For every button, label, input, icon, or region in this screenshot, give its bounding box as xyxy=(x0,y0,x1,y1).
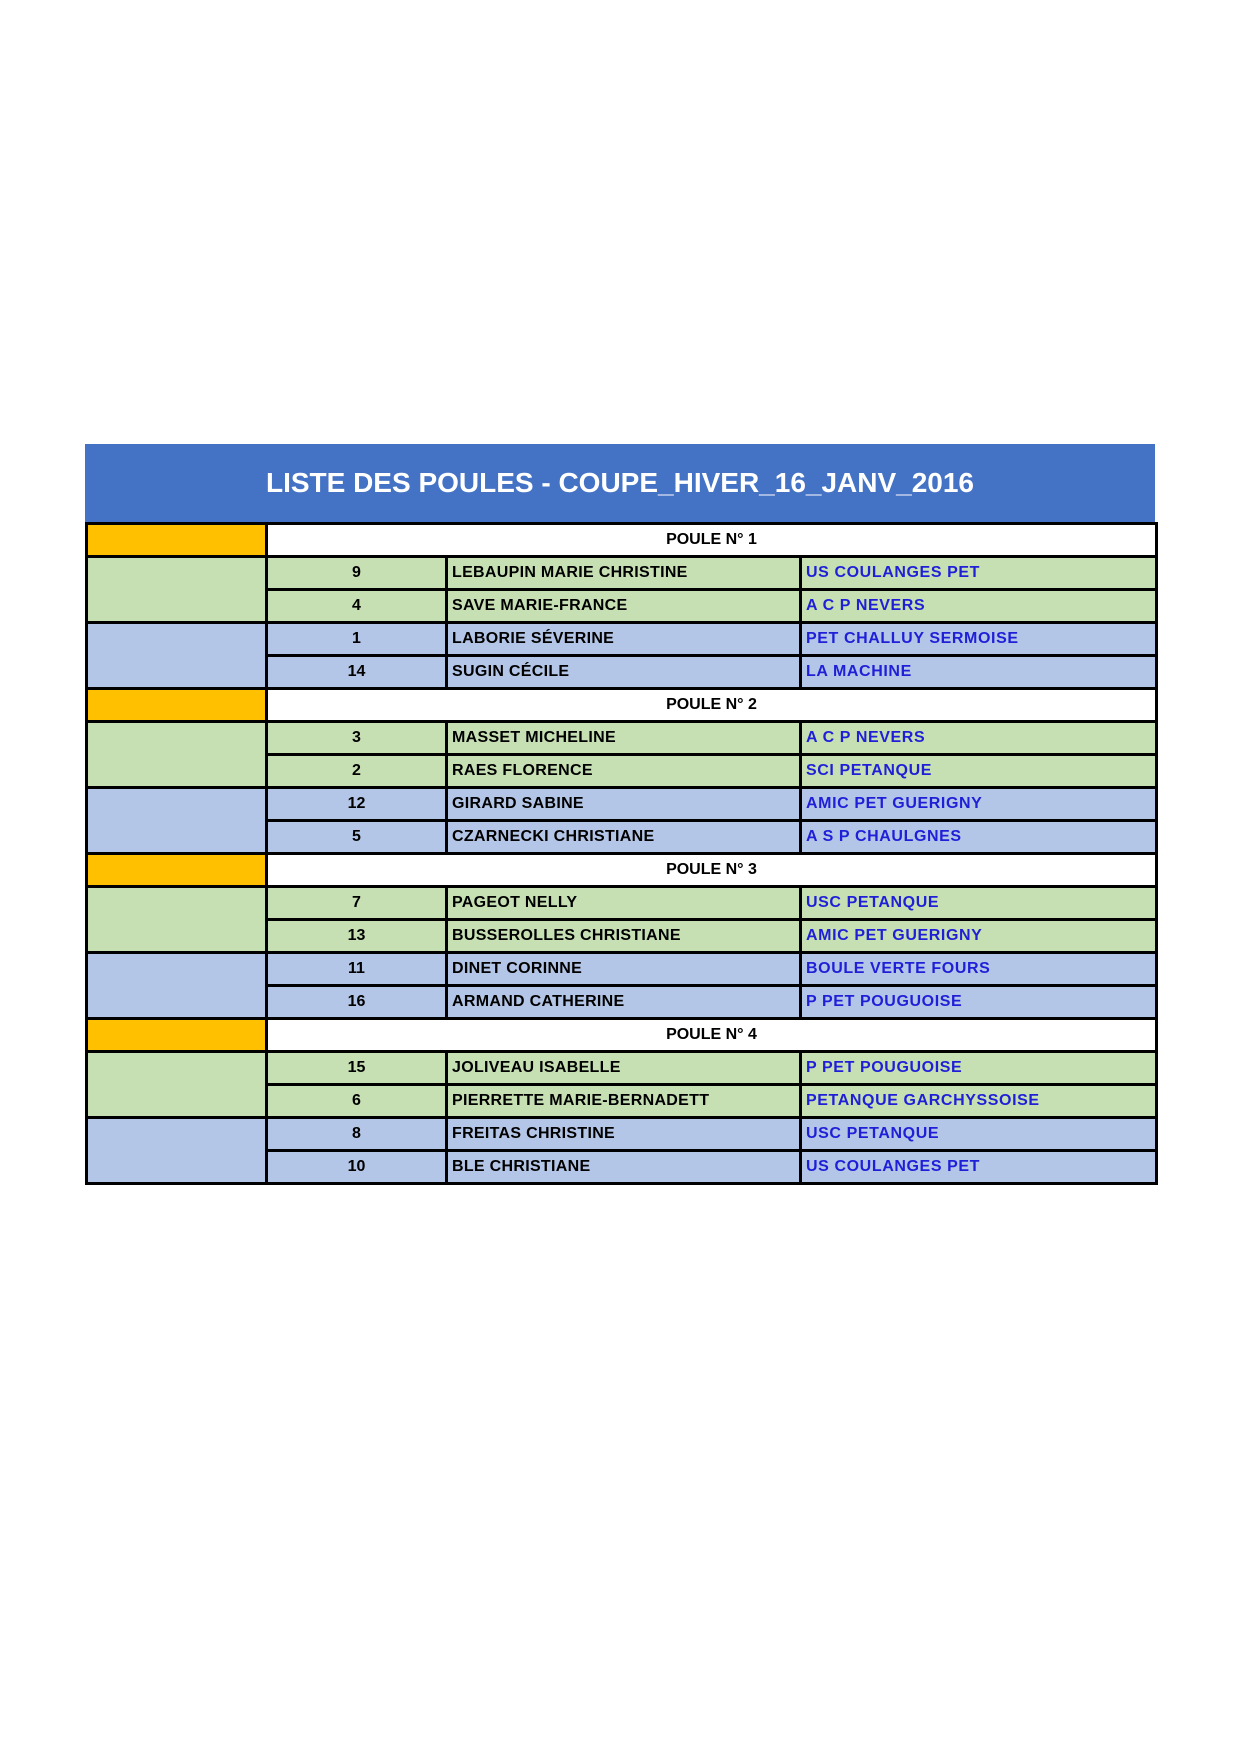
poule-header-row xyxy=(87,1019,1157,1052)
poule-marker xyxy=(87,854,267,887)
match-group-cell xyxy=(87,887,267,953)
team-name: ARMAND CATHERINE xyxy=(447,986,801,1019)
team-number: 5 xyxy=(267,821,447,854)
team-number: 11 xyxy=(267,953,447,986)
match-group-cell xyxy=(87,1052,267,1118)
poule-marker xyxy=(87,524,267,557)
sheet-title: LISTE DES POULES - COUPE_HIVER_16_JANV_2016 xyxy=(85,444,1155,522)
team-name: SAVE MARIE-FRANCE xyxy=(447,590,801,623)
team-number: 14 xyxy=(267,656,447,689)
team-row xyxy=(87,722,1157,755)
team-number: 10 xyxy=(267,1151,447,1184)
poules-table xyxy=(85,522,1158,1185)
team-club: PETANQUE GARCHYSSOISE xyxy=(801,1085,1157,1118)
team-number: 3 xyxy=(267,722,447,755)
team-number: 4 xyxy=(267,590,447,623)
team-number: 6 xyxy=(267,1085,447,1118)
team-row xyxy=(87,1118,1157,1151)
team-row xyxy=(87,953,1157,986)
team-name: GIRARD SABINE xyxy=(447,788,801,821)
team-name: FREITAS CHRISTINE xyxy=(447,1118,801,1151)
poule-title: POULE N° 3 xyxy=(267,854,1157,887)
team-club: US COULANGES PET xyxy=(801,557,1157,590)
team-club: P PET POUGUOISE xyxy=(801,1052,1157,1085)
match-group-cell xyxy=(87,788,267,854)
poule-title: POULE N° 1 xyxy=(267,524,1157,557)
team-club: AMIC PET GUERIGNY xyxy=(801,788,1157,821)
poule-header-row xyxy=(87,854,1157,887)
team-number: 8 xyxy=(267,1118,447,1151)
team-name: PIERRETTE MARIE-BERNADETT xyxy=(447,1085,801,1118)
team-club: A C P NEVERS xyxy=(801,722,1157,755)
team-number: 7 xyxy=(267,887,447,920)
poule-title: POULE N° 4 xyxy=(267,1019,1157,1052)
team-name: PAGEOT NELLY xyxy=(447,887,801,920)
team-name: SUGIN CÉCILE xyxy=(447,656,801,689)
team-row xyxy=(87,1052,1157,1085)
team-number: 9 xyxy=(267,557,447,590)
team-number: 12 xyxy=(267,788,447,821)
team-row xyxy=(87,887,1157,920)
team-club: PET CHALLUY SERMOISE xyxy=(801,623,1157,656)
team-name: CZARNECKI CHRISTIANE xyxy=(447,821,801,854)
team-club: BOULE VERTE FOURS xyxy=(801,953,1157,986)
match-group-cell xyxy=(87,722,267,788)
team-name: RAES FLORENCE xyxy=(447,755,801,788)
match-group-cell xyxy=(87,623,267,689)
match-group-cell xyxy=(87,1118,267,1184)
poule-marker xyxy=(87,689,267,722)
team-name: BLE CHRISTIANE xyxy=(447,1151,801,1184)
team-row xyxy=(87,557,1157,590)
team-club: SCI PETANQUE xyxy=(801,755,1157,788)
team-number: 1 xyxy=(267,623,447,656)
team-club: A C P NEVERS xyxy=(801,590,1157,623)
team-club: USC PETANQUE xyxy=(801,887,1157,920)
team-club: US COULANGES PET xyxy=(801,1151,1157,1184)
team-club: AMIC PET GUERIGNY xyxy=(801,920,1157,953)
team-club: P PET POUGUOISE xyxy=(801,986,1157,1019)
poules-sheet xyxy=(85,444,1155,1185)
team-name: JOLIVEAU ISABELLE xyxy=(447,1052,801,1085)
team-number: 2 xyxy=(267,755,447,788)
team-club: LA MACHINE xyxy=(801,656,1157,689)
poule-marker xyxy=(87,1019,267,1052)
team-number: 15 xyxy=(267,1052,447,1085)
match-group-cell xyxy=(87,557,267,623)
team-number: 16 xyxy=(267,986,447,1019)
match-group-cell xyxy=(87,953,267,1019)
team-name: LEBAUPIN MARIE CHRISTINE xyxy=(447,557,801,590)
team-name: BUSSEROLLES CHRISTIANE xyxy=(447,920,801,953)
team-row xyxy=(87,623,1157,656)
team-name: LABORIE SÉVERINE xyxy=(447,623,801,656)
team-number: 13 xyxy=(267,920,447,953)
poule-header-row xyxy=(87,689,1157,722)
poule-title: POULE N° 2 xyxy=(267,689,1157,722)
team-club: USC PETANQUE xyxy=(801,1118,1157,1151)
poule-header-row xyxy=(87,524,1157,557)
team-club: A S P CHAULGNES xyxy=(801,821,1157,854)
team-name: MASSET MICHELINE xyxy=(447,722,801,755)
team-name: DINET CORINNE xyxy=(447,953,801,986)
team-row xyxy=(87,788,1157,821)
